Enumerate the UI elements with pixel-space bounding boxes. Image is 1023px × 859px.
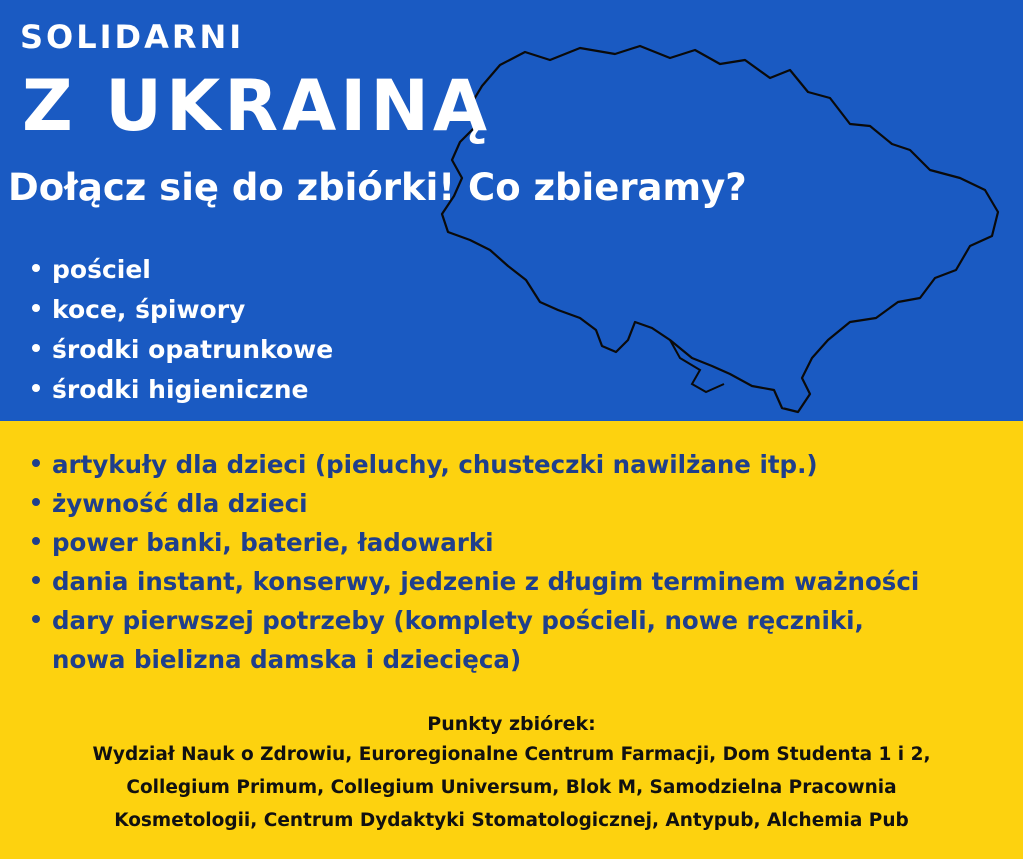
bullet-icon [32, 615, 40, 623]
list-item: dania instant, konserwy, jedzenie z długim terminem ważności [32, 562, 919, 601]
main-title: Z UKRAINĄ [22, 65, 492, 147]
list-item-continuation: nowa bielizna damska i dziecięca) [52, 645, 522, 674]
bullet-icon [32, 264, 40, 272]
bullet-icon [32, 344, 40, 352]
bullet-icon [32, 537, 40, 545]
items-list-blue [32, 253, 333, 413]
list-item: środki higieniczne [32, 373, 333, 413]
bullet-icon [32, 459, 40, 467]
items-list-yellow [32, 445, 919, 679]
bullet-icon [32, 498, 40, 506]
list-item: koce, śpiwory [32, 293, 333, 333]
subtitle: Dołącz się do zbiórki! Co zbieramy? [8, 166, 747, 209]
list-item: artykuły dla dzieci (pieluchy, chusteczki nawilżane itp.) [32, 445, 919, 484]
kicker-heading: SOLIDARNI [20, 18, 245, 56]
bullet-icon [32, 384, 40, 392]
bullet-icon [32, 304, 40, 312]
locations-line: Collegium Primum, Collegium Universum, Blok M, Samodzielna Pracownia [126, 777, 897, 798]
locations-line: Kosmetologii, Centrum Dydaktyki Stomatologicznej, Antypub, Alchemia Pub [114, 810, 909, 831]
list-item: dary pierwszej potrzeby (komplety pościeli, nowe ręczniki, nowa bielizna damska i dziecięca) [32, 601, 919, 679]
list-item: środki opatrunkowe [32, 333, 333, 373]
collection-points-locations [0, 738, 1023, 837]
list-item: żywność dla dzieci [32, 484, 919, 523]
list-item: power banki, baterie, ładowarki [32, 523, 919, 562]
list-item: pościel [32, 253, 333, 293]
ukraine-map-outline-icon [430, 40, 1023, 425]
collection-points [0, 710, 1023, 837]
bullet-icon [32, 576, 40, 584]
collection-points-title: Punkty zbiórek: [427, 713, 596, 735]
locations-line: Wydział Nauk o Zdrowiu, Euroregionalne Centrum Farmacji, Dom Studenta 1 i 2, [92, 744, 931, 765]
